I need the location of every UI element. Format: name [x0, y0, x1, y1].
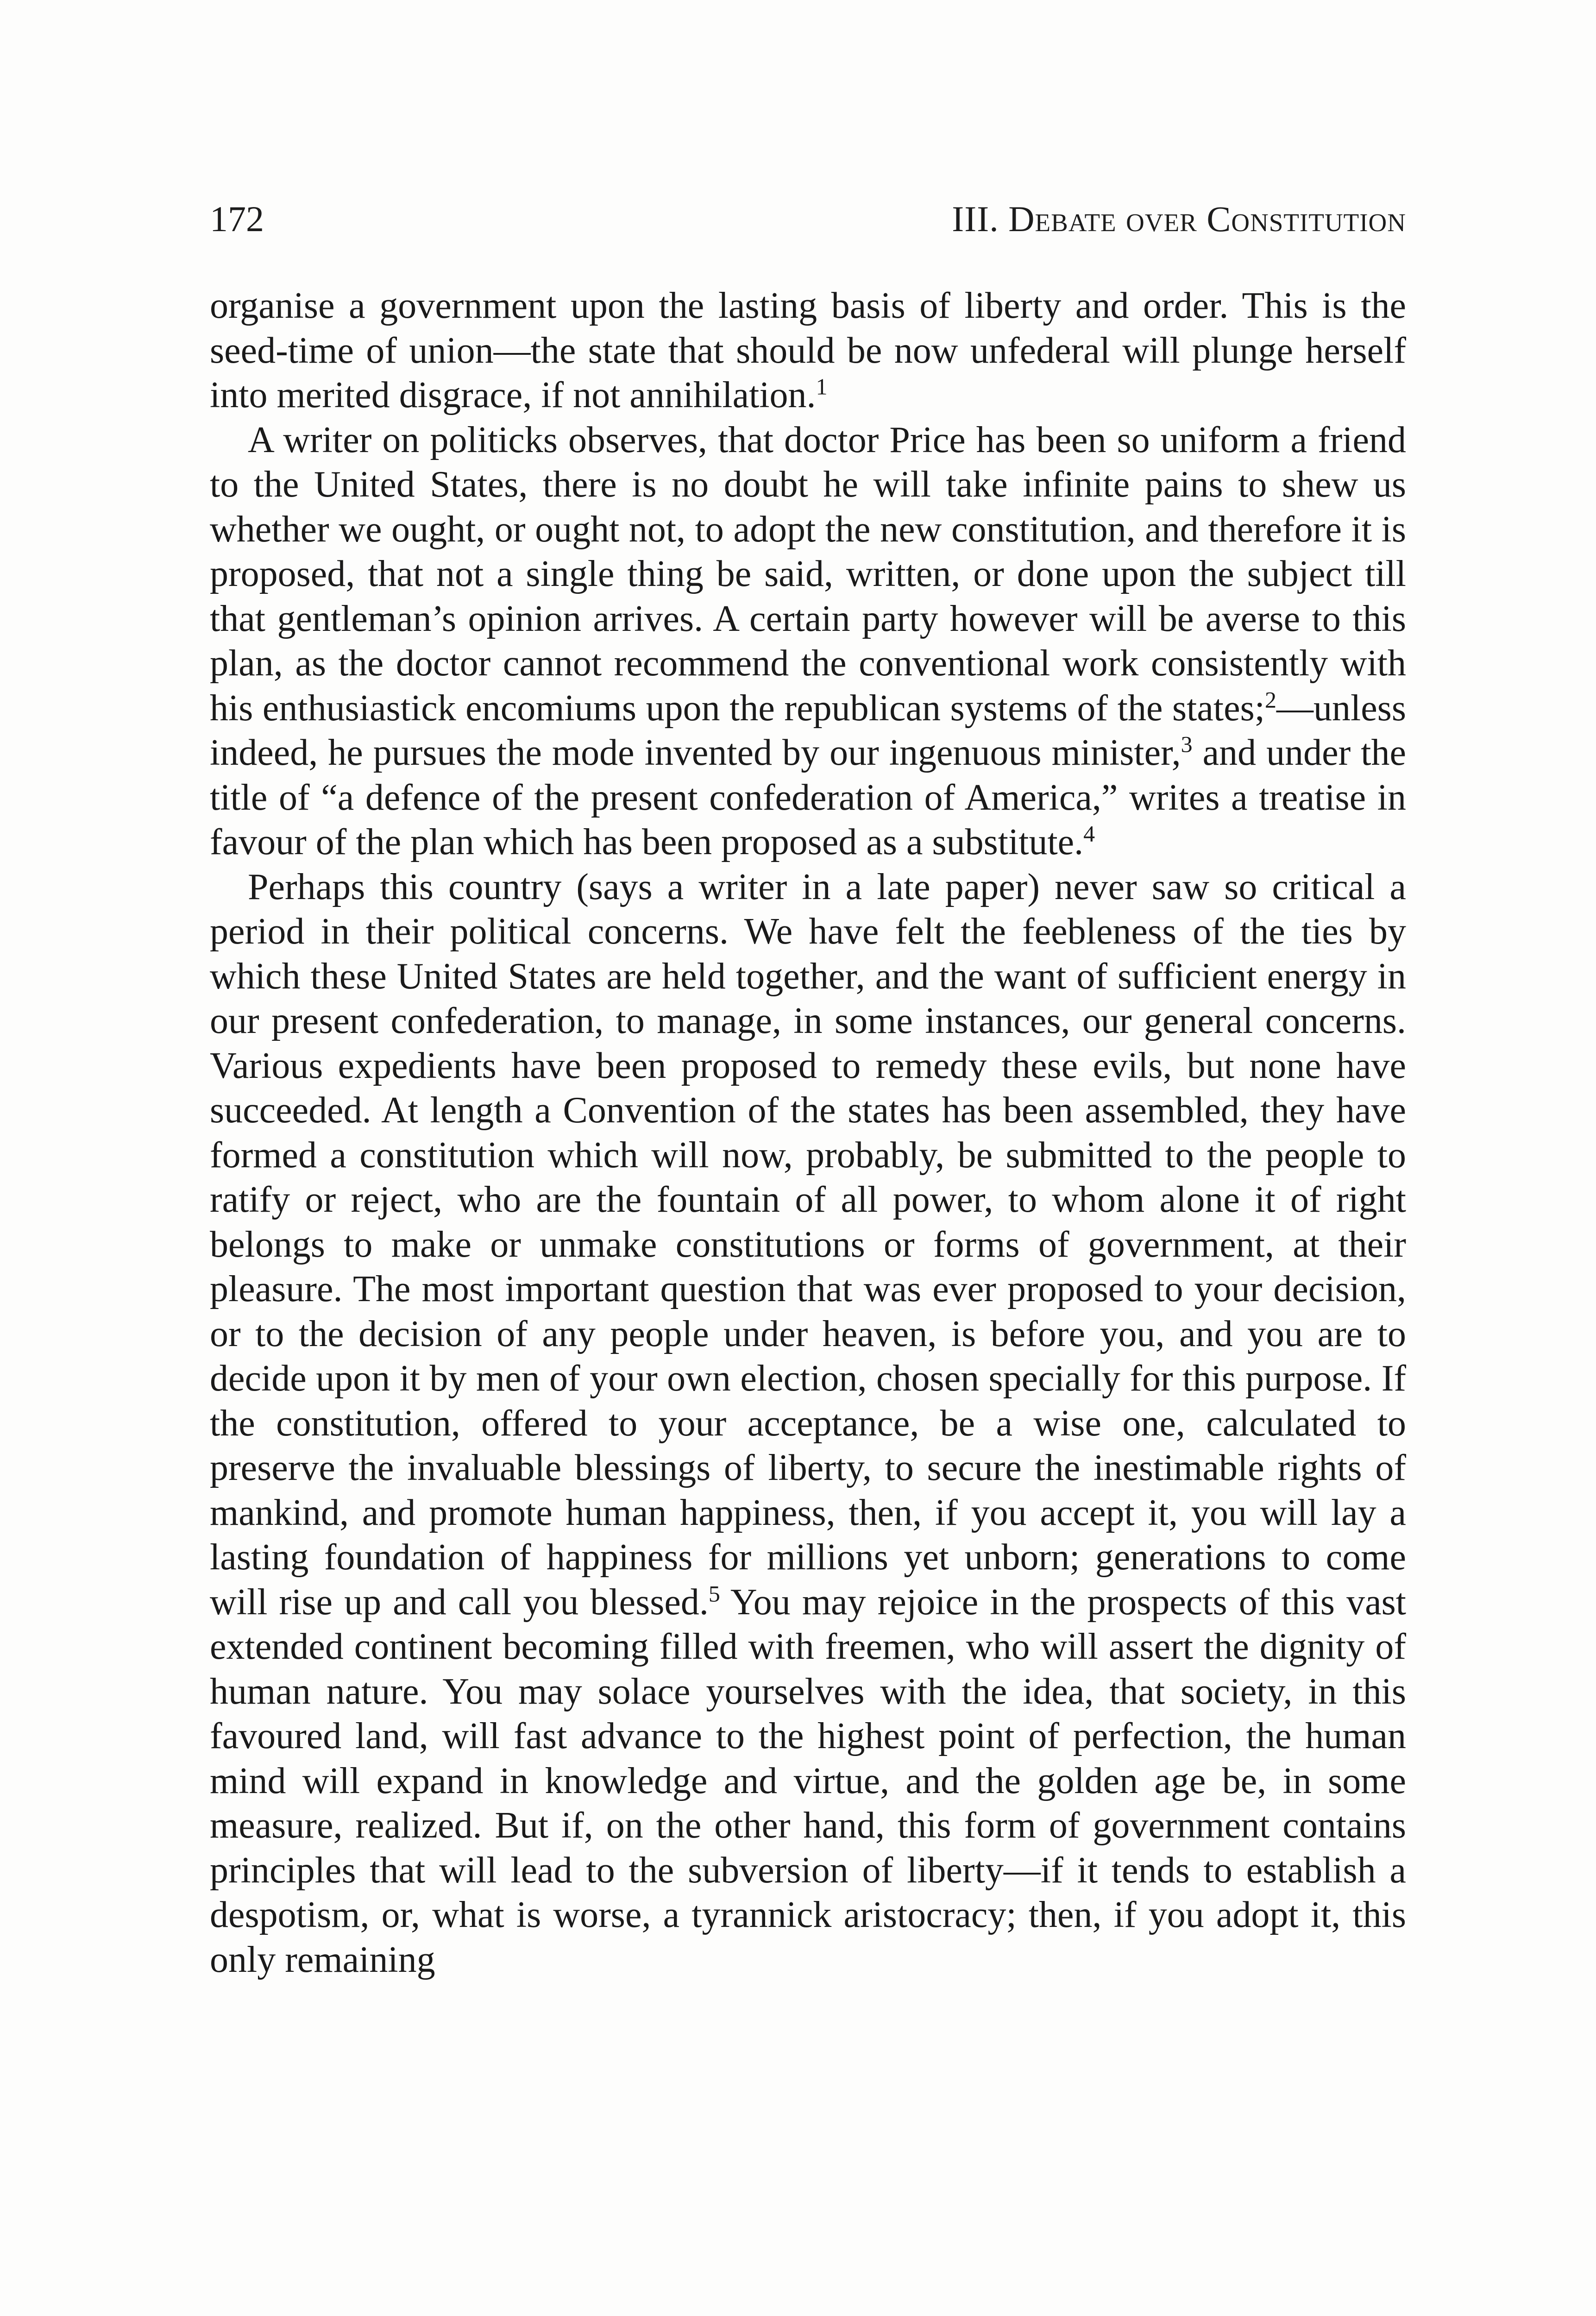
body-text [210, 283, 1406, 1982]
page-number: 172 [210, 199, 264, 239]
paragraph-critical-period [210, 865, 1406, 1982]
footnote-marker: 4 [1083, 820, 1095, 847]
text-run: You may rejoice in the prospects of this vast extended continent becoming filled with freemen, who will assert the dignity of human nature. You may solace yourselves with the idea, that society, in this favoured land, will fast advance to the highest point of perfection, the human mind will expand in knowledge and virtue, and the golden age be, in some measure, realized. But if, on the other hand, this form of government contains principles that will lead to the subversion of liberty—if it tends to establish a despotism, or, what is worse, a tyrannick aristocracy; then, if you adopt it, this only remaining [210, 1581, 1406, 1980]
section-title: III. Debate over Constitution [952, 199, 1406, 239]
paragraph-doctor-price [210, 418, 1406, 865]
paragraph-continuation [210, 283, 1406, 418]
running-head [210, 194, 1406, 245]
text-run: —unless indeed, he pursues the mode invented by our ingenuous minister, [210, 687, 1406, 773]
footnote-marker: 5 [708, 1580, 720, 1606]
footnote-marker: 2 [1265, 686, 1276, 712]
text-run: Perhaps this country (says a writer in a late paper) never saw so critical a period in their political concerns. We have felt the feebleness of the ties by which these United States are held together, and the want of sufficient energy in our present confederation, to manage, in some instances, our general concerns. Various expedients have been proposed to remedy these evils, but none have succeeded. At length a Convention of the states has been assembled, they have formed a constitution which will now, probably, be submitted to the people to ratify or reject, who are the fountain of all power, to whom alone it of right belongs to make or unmake constitutions or forms of government, at their pleasure. The most important question that was ever proposed to your decision, or to the decision of any people under heaven, is before you, and you are to decide upon it by men of your own election, chosen specially for this purpose. If the constitution, offered to your acceptance, be a wise one, calculated to preserve the invaluable blessings of liberty, to secure the inestimable rights of mankind, and promote human happiness, then, if you accept it, you will lay a lasting foundation of happiness for millions yet unborn; generations to come will rise up and call you blessed. [210, 866, 1406, 1623]
text-run: and under the title of “a defence of the present confederation of America,” writes a treatise in favour of the plan which has been proposed as a substitute. [210, 732, 1407, 862]
text-run: organise a government upon the lasting basis of liberty and order. This is the seed-time of union—the state that should be now unfederal will plunge herself into merited disgrace, if not annihilation. [210, 285, 1406, 415]
footnote-marker: 1 [816, 373, 828, 400]
text-run: A writer on politicks observes, that doctor Price has been so uniform a friend to the United States, there is no doubt he will take infinite pains to shew us whether we ought, or ought not, to adopt the new constitution, and therefore it is proposed, that not a single thing be said, written, or done upon the subject till that gentleman’s opinion arrives. A certain party however will be averse to this plan, as the doctor cannot recommend the conventional work consistently with his enthusiastick encomiums upon the republican systems of the states; [210, 419, 1406, 729]
footnote-marker: 3 [1181, 731, 1193, 757]
